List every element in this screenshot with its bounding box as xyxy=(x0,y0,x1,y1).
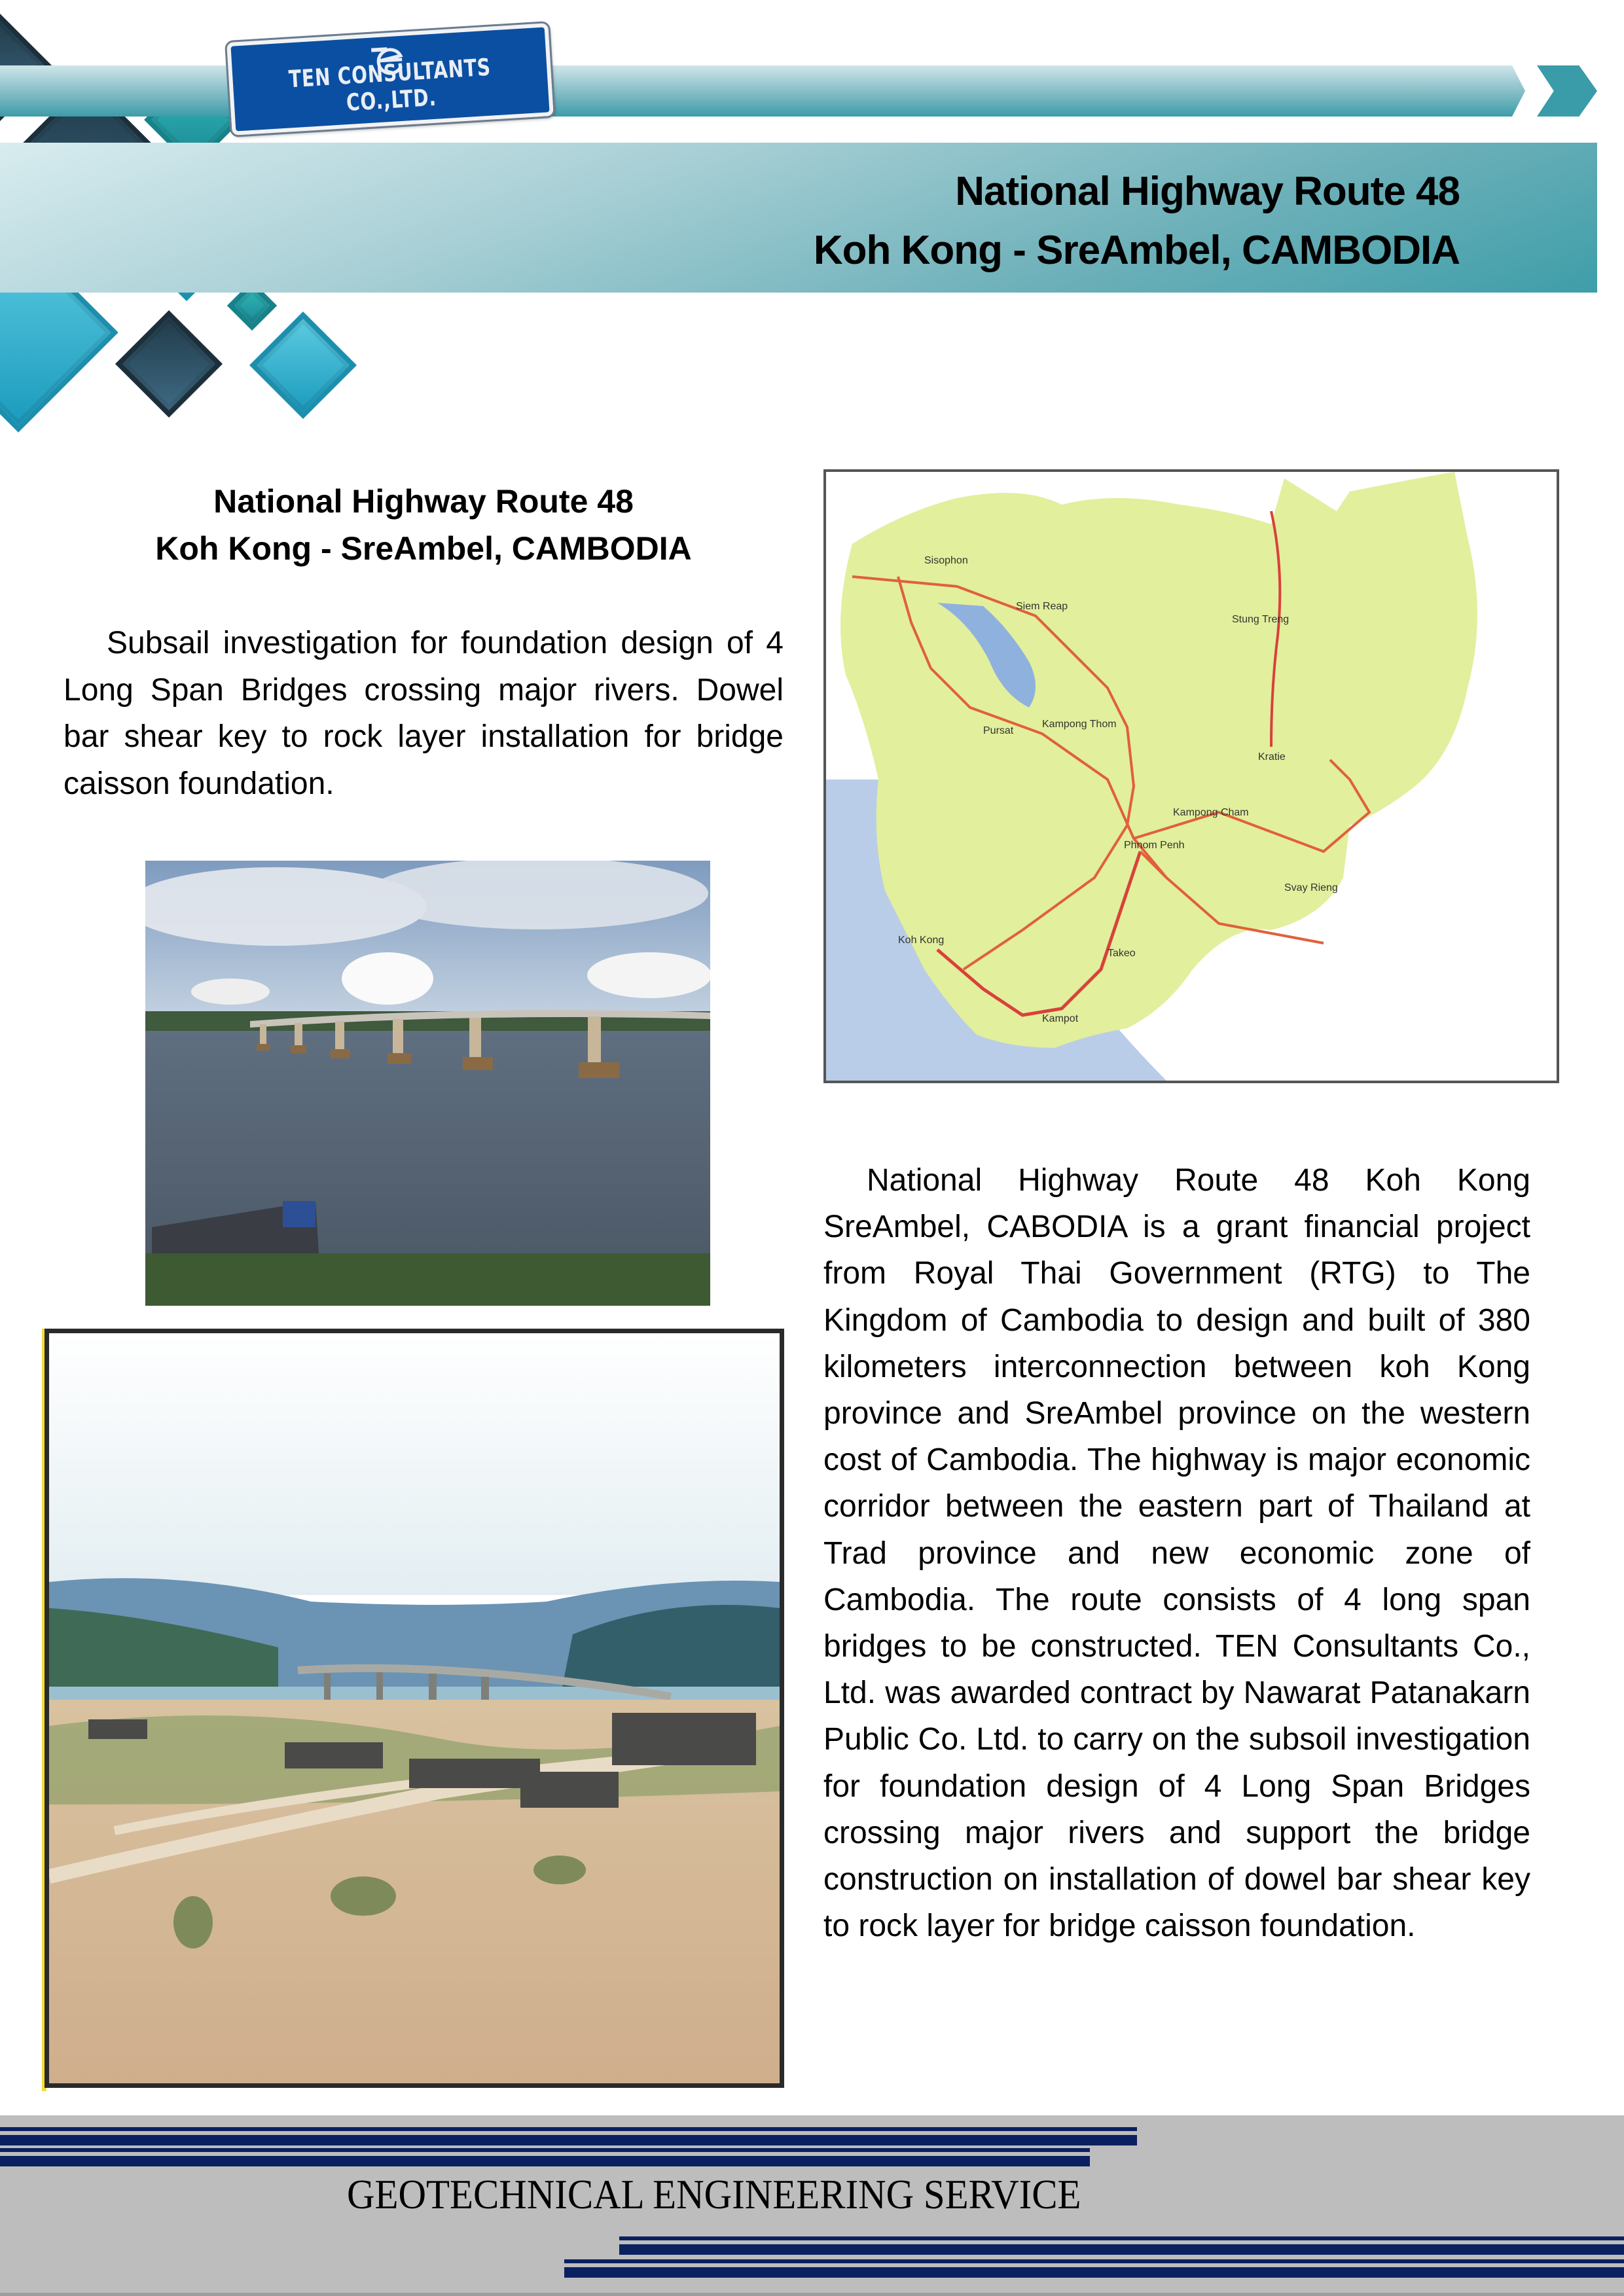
map-label: Stung Treng xyxy=(1232,614,1290,625)
map-label: Kampong Cham xyxy=(1173,807,1249,818)
project-summary-text: Subsail investigation for foundation design of 4 Long Span Bridges crossing major rivers. Dowel bar shear key to rock layer installation for bridge caisson foundation. xyxy=(63,626,784,801)
footer-stripe xyxy=(564,2267,1624,2278)
map-label: Kratie xyxy=(1258,751,1286,762)
project-description xyxy=(823,1157,1530,1949)
construction-site-image xyxy=(49,1333,780,2083)
chevron-right-icon xyxy=(1537,65,1597,117)
project-heading xyxy=(63,478,784,572)
decor-diamond xyxy=(115,310,223,418)
project-description-text: National Highway Route 48 Koh Kong SreAmbel, CABODIA is a grant financial project from Royal Thai Government (RTG) to The Kingdom of Cambodia to design and built of 380 kilometers interconnection between koh Kong province and SreAmbel province on the western cost of Cambodia. The highway is major economic corridor between the eastern part of Thailand at Trad province and new economic zone of Cambodia. The route consists of 4 long span bridges to be constructed. TEN Consultants Co., Ltd. was awarded contract by Nawarat Patanakarn Public Co. Ltd. to carry on the subsoil investigation for foundation design of 4 Long Span Bridges crossing major rivers and support the bridge construction on installation of dowel bar shear key to rock layer for bridge caisson foundation. xyxy=(823,1163,1530,1944)
map-label: Kampot xyxy=(1042,1013,1079,1024)
map-label: Sisophon xyxy=(924,555,968,566)
decor-diamond xyxy=(249,312,357,419)
map-label: Phnom Penh xyxy=(1124,840,1185,851)
footer-bottom-border xyxy=(0,2293,1624,2296)
map-label: Pursat xyxy=(983,725,1014,736)
cambodia-map xyxy=(823,469,1559,1083)
project-heading-line1: National Highway Route 48 xyxy=(213,483,634,520)
project-heading-line2: Koh Kong - SreAmbel, CAMBODIA xyxy=(155,530,692,567)
title-banner xyxy=(0,143,1597,293)
footer-stripe xyxy=(0,2127,1137,2131)
footer-stripe xyxy=(0,2135,1137,2145)
map-label: Koh Kong xyxy=(898,935,945,946)
cambodia-map-image xyxy=(826,472,1557,1081)
map-label: Svay Rieng xyxy=(1284,882,1338,893)
bridge-photo xyxy=(145,861,710,1306)
footer-stripe xyxy=(564,2259,1624,2263)
footer-stripe xyxy=(619,2244,1624,2255)
project-summary xyxy=(63,620,784,807)
footer-stripe xyxy=(0,2148,1090,2152)
company-name: TEN CONSULTANTS CO.,LTD. xyxy=(287,54,492,117)
construction-site-photo xyxy=(45,1329,784,2088)
map-label: Siem Reap xyxy=(1016,601,1068,612)
map-label: Kampong Thom xyxy=(1042,719,1117,730)
company-logo xyxy=(226,23,554,135)
footer-stripe xyxy=(619,2236,1624,2240)
map-label: Takeo xyxy=(1108,948,1136,959)
footer-stripe xyxy=(0,2156,1090,2166)
page-title xyxy=(814,162,1460,280)
service-title: GEOTECHNICAL ENGINEERING SERVICE xyxy=(347,2171,1081,2217)
bridge-photo-image xyxy=(145,861,710,1306)
page-title-line2: Koh Kong - SreAmbel, CAMBODIA xyxy=(813,228,1460,273)
page-title-line1: National Highway Route 48 xyxy=(955,169,1460,214)
